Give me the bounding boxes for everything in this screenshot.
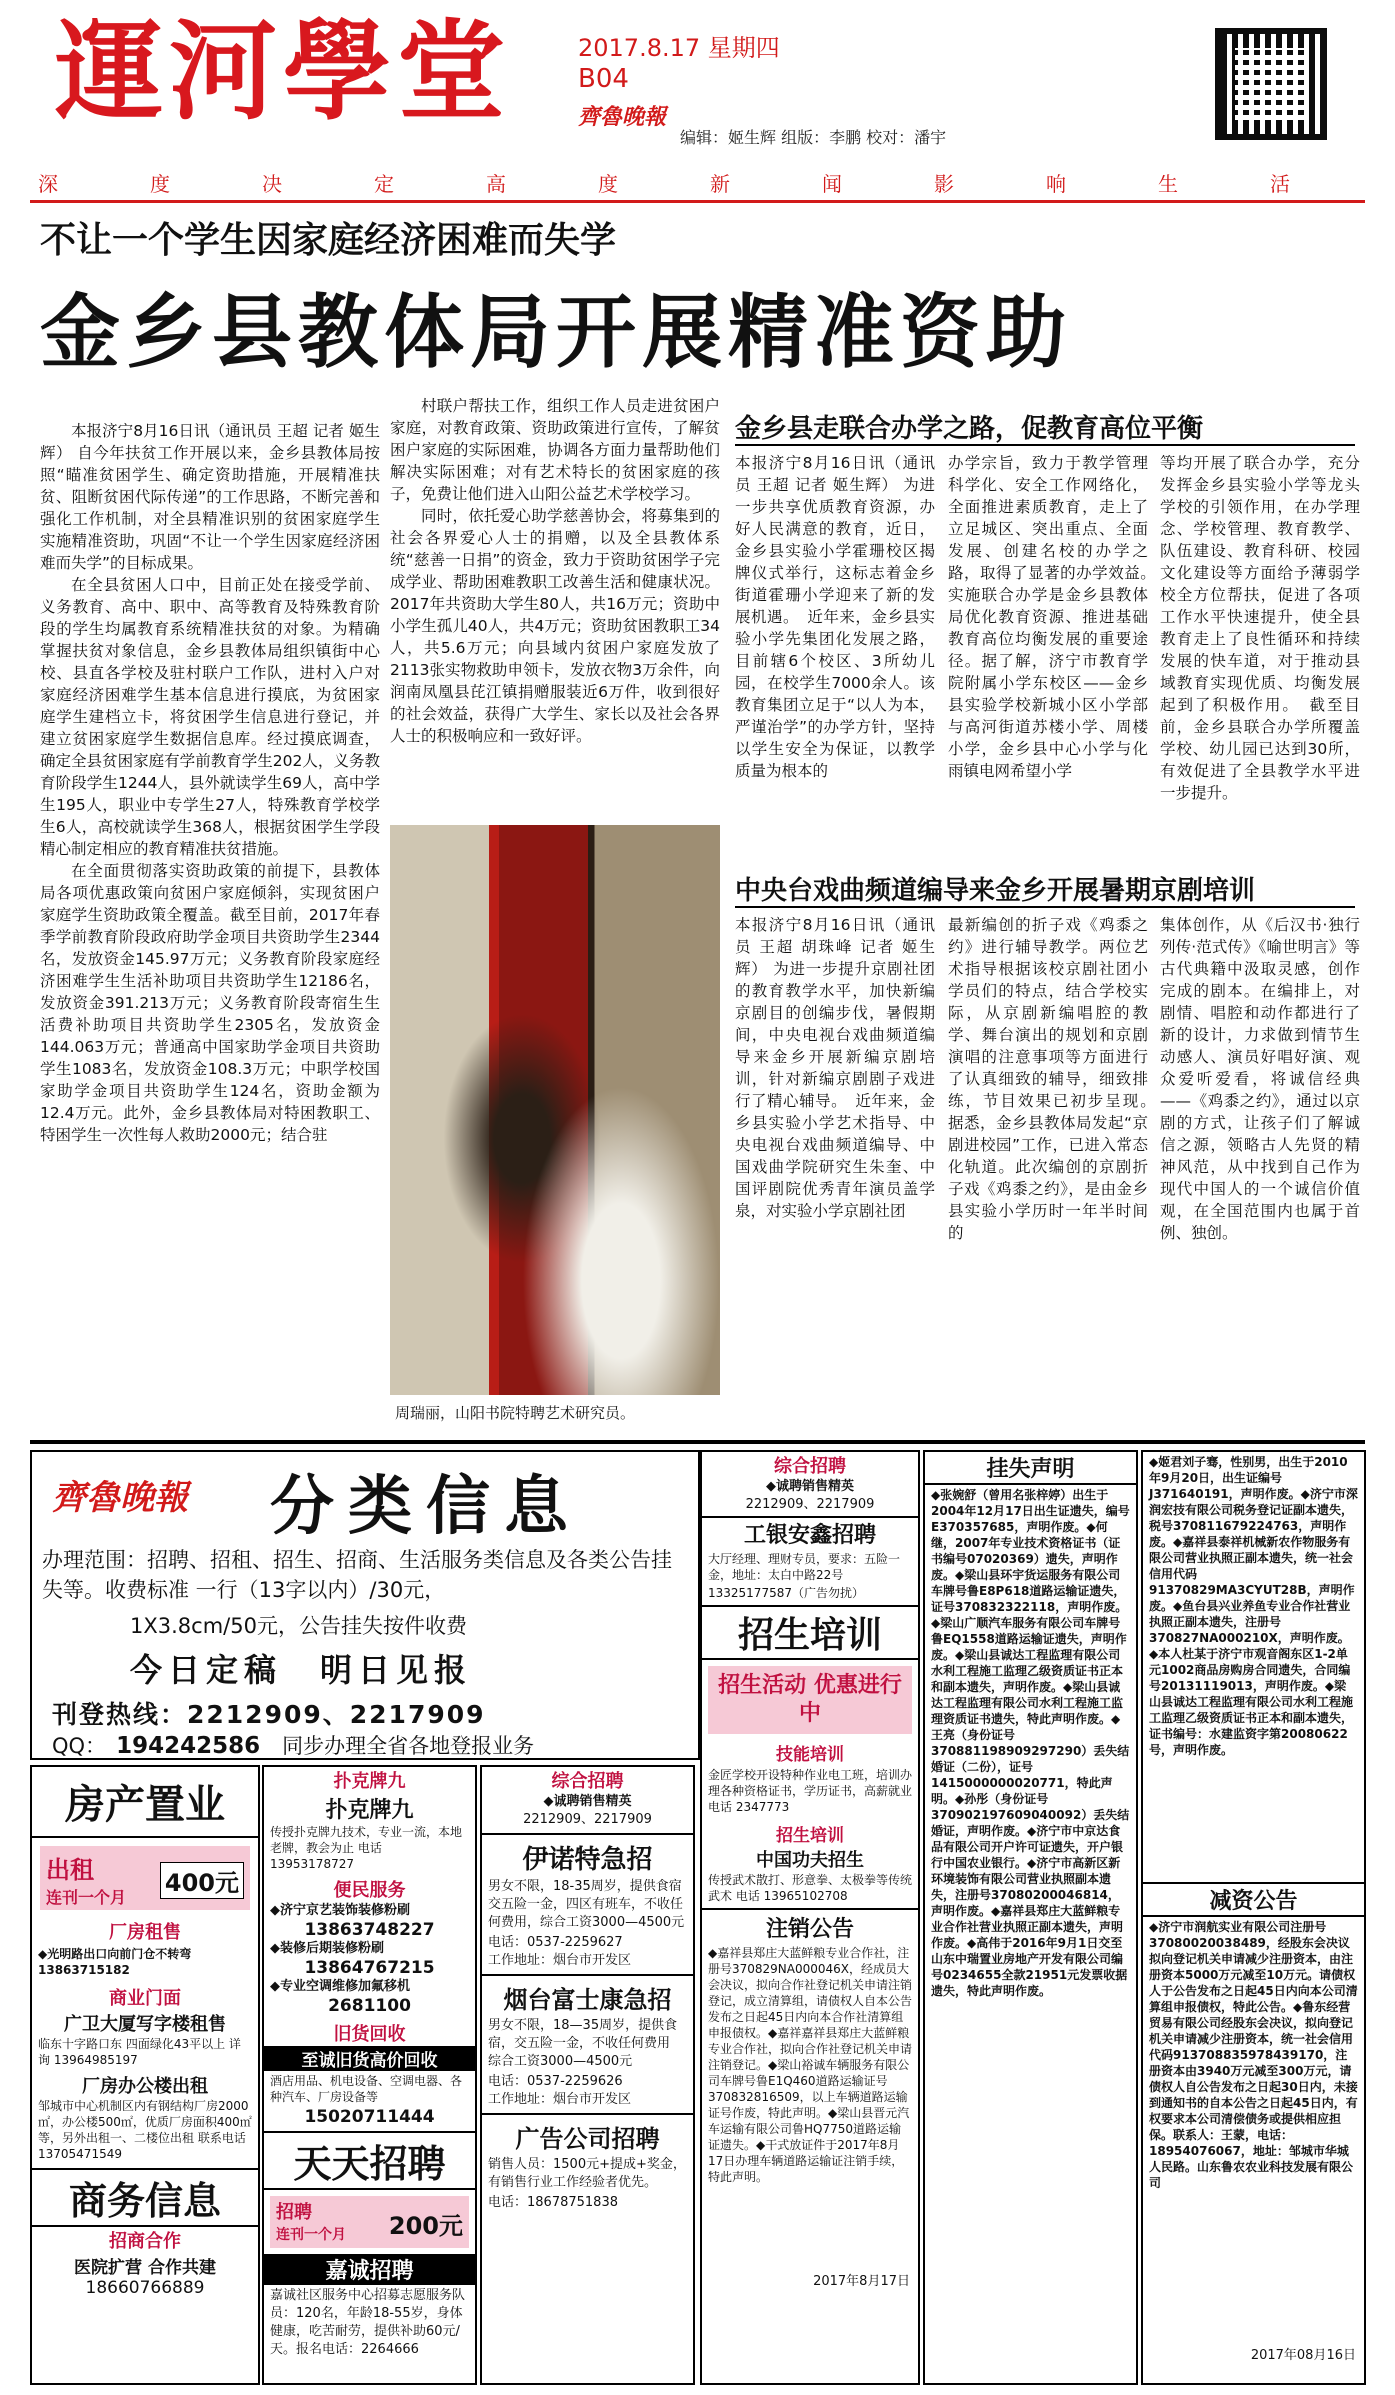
classified-title: 分类信息: [270, 1469, 582, 1544]
comp-sub: ◆诚聘销售精英: [543, 1794, 632, 1809]
yantai-addr: 工作地址：烟台市开发区: [488, 2092, 632, 2107]
edu-column: [700, 1450, 920, 2385]
classified-scope: 办理范围：招聘、招租、招生、招商、生活服务类信息及各类公告挂失等。收费标准 一行（13字以内）/30元，: [42, 1548, 672, 1602]
hire-price-label: 连刊一个月: [276, 2227, 346, 2243]
cancel-text: ◆嘉祥县郑庄大蓝鲜粮专业合作社，注册号370829NA000046X，经成员大会决议，拟向合作社登记机关申请注销登记，成立清算组，请债权人自本公告发布之日起45日内向本合作社清算组申报债权。◆嘉祥嘉祥县郑庄大蓝鲜粮专业合作社，拟向合作社登记机关申请注销登记。◆梁山裕诚车辆服务有限公司车牌号鲁E1Q460道路运输证号370832816509，以上车辆道路运输证号作废，特此声明。◆梁山县晋元汽车运输有限公司鲁HQ7750道路运输证遗失。◆干式放证件于2017年8月17日办理车辆道路运输证注销手续，特此声明。: [708, 1946, 913, 2184]
hire-amount: 200元: [388, 2212, 463, 2240]
service2-phone: 13864767215: [304, 1958, 435, 1978]
yantai-text: 男女不限，18—35周岁，提供食宿，交五险一金，不收任何费用 综合工资3000—4500元: [488, 2018, 678, 2069]
realestate-column: [30, 1765, 260, 2385]
realestate-title: 房产置业: [32, 1767, 258, 1838]
paragraph: 村联户帮扶工作，组织工作人员走进贫困户家庭，对教育政策、资助政策进行宣传，了解贫困户家庭的实际困难，协调各方面力量帮助他们解决实际困难；对有艺术特长的贫困家庭的孩子，免费让他们进入山阳公益艺术学校学习。: [390, 397, 720, 503]
tagline-char: 定: [374, 172, 408, 196]
classified-brand: 齊魯晚報: [52, 1478, 188, 1518]
qq-label: QQ：: [52, 1734, 107, 1758]
comp-title: 综合招聘: [551, 1771, 624, 1792]
hire-label: 招聘: [276, 2202, 312, 2223]
comp-phone: 2212909、2217909: [523, 1812, 652, 1827]
tagline-char: 高: [486, 172, 520, 196]
jiacheng-title: 嘉诚招聘: [264, 2254, 475, 2285]
merchant-text: 医院扩营 合作共建: [74, 2258, 216, 2278]
paragraph: 在全县贫困人口中，目前正处在接受学前、义务教育、高中、职中、高等教育及特殊教育阶段的学生均属教育系统精准扶贫的对象。为精确掌握扶贫对象信息，金乡县教体局组织镇街中心校、县直各学校及驻村联户工作队，进村入户对家庭经济困难学生基本信息进行摸底，为贫困家庭学生建档立卡，将贫困学生信息进行登记，并建立贫困家庭学生数据信息库。经过摸底调查，确定全县贫困家庭有学前教育学生202人，义务教育阶段学生1244人，县外就读学生69人，高中学生195人，职业中专学生27人，特殊教育学校学生6人，高校就读学生368人，根据贫困学生学段精心制定相应的教育精准扶贫措施。: [40, 576, 380, 858]
lead-column-1: [40, 420, 380, 1430]
paragraph: 本报济宁8月16日讯（通讯员 王超 记者 姬生辉） 自今年扶贫工作开展以来，金乡县教体局按照“瞄准贫困学生、确定资助措施，开展精准扶贫、阻断贫困代际传递”的工作思路，不断完善和强化工作机制，对全县精准识别的贫困家庭学生实施精准资助，巩固“不让一个学生因家庭经济困难而失学”的目标成果。: [40, 422, 380, 572]
tagline-char: 影: [934, 172, 968, 196]
tagline-char: 度: [150, 172, 184, 196]
yantai-title: 烟台富士康急招: [482, 1974, 693, 2015]
rent-label: 出租: [46, 1856, 94, 1884]
article-1-column: 等均开展了联合办学，充分发挥金乡县实验小学等龙头学校的引领作用，在办学理念、学校管理、教育教学、队伍建设、教育科研、校园文化建设等方面给予薄弱学校全方位帮扶，促进了各项工作水平快速提升，使全县教育走上了良性循环和持续发展的快车道，对于推动县域教育实现优质、均衡发展起到了积极作用。 截至目前，金乡县联合办学所覆盖学校、幼儿园已达到30所，有效促进了全县教学水平进一步提升。: [1160, 454, 1360, 802]
recycle-text: 酒店用品、机电设备、空调电器、各种汽车、厂房设备等: [270, 2074, 463, 2104]
lost-title: 挂失声明: [925, 1452, 1136, 1485]
reduce-title: 减资公告: [1143, 1882, 1364, 1917]
service1: ◆济宁京艺装饰装修粉刷: [270, 1903, 410, 1918]
masthead-logo: 運河學堂: [55, 9, 512, 135]
service2: ◆装修后期装修粉刷: [270, 1941, 384, 1956]
tagline-char: 度: [598, 172, 632, 196]
classified-slogan: 今日定稿 明日见报: [130, 1651, 473, 1689]
comp2-title: 综合招聘: [774, 1456, 846, 1477]
service3: ◆专业空调维修加氟移机: [270, 1979, 410, 1994]
ad-text: 销售人员：1500元+提成+奖金，有销售行业工作经验者优先。: [488, 2157, 686, 2190]
article-2-column: 最新编创的折子戏《鸡黍之约》进行辅导教学。两位艺术指导根据该校京剧社团小学员们的特点，结合学校实际，从京剧新编唱腔的教学、舞台演出的规划和京剧演唱的注意事项等方面进行了认真细致的辅导，细致排练，节目效果已初步呈现。 据悉，金乡县教体局发起“京剧进校园”工作，已进入常态化轨道。此次编创的京剧折子戏《鸡黍之约》，是由金乡县实验小学历时一年半时间的: [948, 916, 1164, 1242]
classified-hotline: 刊登热线：2212909、2217909: [52, 1700, 486, 1729]
factory-text: ◆光明路出口向前门仓不转弯 13863715182: [38, 1947, 192, 1977]
reduce-text: ◆济宁市润航实业有限公司注册号37080020038489，经股东会决议拟向登记机关申请减少注册资本，由注册资本5000万元减至10万元。请债权人于公告发布之日起45日内向本公司清算组申报债权，特此公告。◆鲁东经营贸易有限公司经股东会决议，拟向登记机关申请减少注册资本，统一社会信用代码913708835978439170，注册资本由3940万元减至300万元，请债权人自公告发布之日起30日内，未接到通知书的自本公告之日起45日内，有权要求本公司清偿债务或提供相应担保。联系人：王蒙，电话：18954076067，地址：邹城市华城人民路。山东鲁农农业科技发展有限公司: [1149, 1920, 1358, 2190]
article-1-title: 金乡县走联合办学之路，促教育高位平衡: [735, 414, 1204, 444]
poker-body: 扑克牌九: [325, 1798, 414, 1823]
lost2-text: ◆姬君刘子骞，性别男，出生于2010年9月20日，出生证编号J371640191，声明作废。◆济宁市深润宏技有限公司税务登记证副本遗失，税号370811679224763，声明作废。◆嘉祥县泰祥机械新农作物服务有限公司营业执照正副本遗失，统一社会信用代码91370829MA3CYUT28B，声明作废。◆鱼台县兴业养鱼专业合作社营业执照正副本遗失，注册号370827NA000210X，声明作废。◆本人杜某于济宁市观音阁东区1-2单元1002商品房购房合同遗失，合同编号20131119013，声明作废。◆梁山县诚达工程监理有限公司水利工程施工监理乙级资质证书正本和副本遗失，证书编号：水建监资字第20080622号，声明作废。: [1149, 1455, 1358, 1757]
daily-hire-title: 天天招聘: [264, 2131, 475, 2190]
factory-title: 厂房租售: [109, 1922, 181, 1943]
tagline: [0, 164, 1395, 198]
yino-addr: 工作地址：烟台市开发区: [488, 1953, 632, 1968]
service-title: 便民服务: [333, 1880, 406, 1901]
tagline-char: 生: [1158, 172, 1192, 196]
merchant-title: 招商合作: [109, 2231, 181, 2252]
recruit-column: [480, 1765, 695, 2385]
cancel-title: 注销公告: [702, 1908, 918, 1943]
skill-title: 技能培训: [776, 1745, 844, 1765]
kungfu-text: 传授武术散打、形意拳、太极拳等传统武术 电话 13965102708: [708, 1873, 913, 1903]
qr-code: [1215, 28, 1327, 140]
photo-caption: 周瑞丽，山阳书院特聘艺术研究员。: [395, 1404, 636, 1422]
lead-subhead: 不让一个学生因家庭经济困难而失学: [40, 220, 617, 261]
paper-name: 齊魯晚報: [578, 105, 667, 130]
edu-promo: 招生活动 优惠进行中: [708, 1666, 912, 1734]
artwork-photo: [390, 825, 720, 1395]
rent-price-label: 连刊一个月: [46, 1888, 127, 1907]
tagline-char: 响: [1046, 172, 1080, 196]
shop1-title: 广卫大厦写字楼租售: [64, 2014, 226, 2035]
yino-text: 男女不限，18-35周岁，提供食宿 交五险一金，四区有班车，不收任何费用，综合工资3000—4500元: [488, 1879, 685, 1930]
page-number: B04: [578, 64, 629, 94]
editor-credits: 编辑：姬生辉 组版：李鹏 校对：潘宇: [680, 128, 947, 147]
service1-phone: 13863748227: [304, 1920, 435, 1940]
recycle-title: 旧货回收: [333, 2024, 406, 2045]
icbc-text: 大厅经理、理财专员，要求：五险一金，地址：太白中路22号: [708, 1552, 901, 1582]
shop2-text: 邹城市中心机制区内有钢结构厂房2000㎡，办公楼500㎡，优质厂房面积400㎡等，另外出租一、二楼位出租 联系电话 13705471549: [38, 2099, 252, 2161]
qq-number: 194242586: [116, 1733, 261, 1759]
tagline-char: 决: [262, 172, 296, 196]
jiacheng-text: 嘉诚社区服务中心招募志愿服务队员：120名，年龄18-55岁，身体健康，吃苦耐劳，提供补助60元/天。报名电话：2264666: [270, 2288, 466, 2357]
divider: [735, 444, 1355, 446]
lead-headline: 金乡县教体局开展精准资助: [40, 286, 1072, 379]
lost-text: ◆张婉舒（曾用名张梓婷）出生于2004年12月17日出生证遗失，编号E370357685，声明作废。◆何继，2007年专业技术资格证书（证书编号07020369）遗失，声明作废。◆梁山县环宇货运服务有限公司车牌号鲁E8P618道路运输证遗失，证号370832322118，声明作废。◆梁山广顺汽车服务有限公司车牌号鲁EQ1558道路运输证遗失，声明作废。◆梁山县诚达工程监理有限公司水利工程施工监理乙级资质证书正本和副本遗失，声明作废。◆梁山县诚达工程监理有限公司水利工程施工监理资质证书遗失，特此声明作废。◆王亮（身份证号370881198909297290）丢失结婚证（二份），证号1415000000020771，特此声明。◆孙彤（身份证号370902197609040092）丢失结婚证，声明作废。◆济宁市中京达食品有限公司开户许可证遗失，开户银行中国农业银行。◆济宁市高新区新环境装饰有限公司营业执照副本遗失，注册号37080200046814，声明作废。◆嘉祥县郑庄大蓝鲜粮专业合作社营业执照正副本遗失，声明作废。◆高伟于2016年9月1日交至山东中瑞置业房地产开发有限公司编号0234655全款21951元发票收据遗失，特此声明作废。: [931, 1488, 1130, 1998]
tagline-char: 深: [38, 172, 72, 196]
article-1-column: 办学宗旨，致力于教学管理科学化、安全工作网络化，全面推进素质教育，走上了立足城区、突出重点、全面发展、创建名校的办学之路，取得了显著的办学效益。 实施联合办学是金乡县教体局优化教育资源、推进基础教育高位均衡发展的重要途径。据了解，济宁市教育学院附属小学东校区——金乡县实验学校新城小区小学部与高河街道苏楼小学、周楼小学，金乡县中心小学与化雨镇电网希望小学: [948, 454, 1164, 780]
comp2-sub: ◆诚聘销售精英: [766, 1479, 854, 1494]
merchant-phone: 18660766889: [85, 2278, 205, 2298]
recycle-phone: 15020711444: [304, 2107, 435, 2127]
ad-title: 广告公司招聘: [482, 2113, 693, 2154]
qq-note: 同步办理全省各地登报业务: [282, 1734, 535, 1758]
article-2-column: 集体创作，从《后汉书·独行列传·范式传》《喻世明言》等古代典籍中汲取灵感，创作完成的剧本。在编排上，对剧情、唱腔和动作都进行了新的设计，力求做到情节生动感人、演员好唱好演、观众爱听爱看，将诚信经典——《鸡黍之约》，通过以京剧的方式，让孩子们了解诚信之源，领略古人先贤的精神风范，从中找到自己作为现代中国人的一个诚信价值观，在全国范围内也属于首例、独创。: [1160, 916, 1360, 1242]
classified-price: 1X3.8cm/50元，公告挂失按件收费: [130, 1614, 467, 1638]
rent-promo: [40, 1846, 250, 1910]
lead-column-2: [390, 395, 720, 815]
poker-title: 扑克牌九: [333, 1771, 406, 1792]
biz-title: 商务信息: [32, 2168, 258, 2227]
rent-amount: 400元: [160, 1862, 244, 1899]
issue-date: 2017.8.17 星期四: [578, 34, 780, 62]
edu-title: 招生培训: [702, 1605, 918, 1660]
hire-promo: [270, 2196, 469, 2248]
article-2-column: 本报济宁8月16日讯（通讯员 王超 胡珠峰 记者 姬生辉） 为进一步提升京剧社团的教育教学水平，加快新编京剧目的创编步伐，暑假期间，中央电视台戏曲频道编导来金乡开展新编京剧培训，针对新编京剧剧子戏进行了精心辅导。 近年来，金乡县实验小学艺术指导、中央电视台戏曲频道编导、中国戏曲学院研究生朱奎、中国评剧院优秀青年演员盖学泉，对实验小学京剧社团: [735, 916, 935, 1220]
shop-title: 商业门面: [109, 1988, 181, 2009]
poker-text: 传授扑克牌九技术，专业一流，本地老牌，教会为止 电话 13953178727: [270, 1825, 463, 1871]
shop2-title: 厂房办公楼出租: [82, 2076, 208, 2097]
paragraph: 在全面贯彻落实资助政策的前提下，县教体局各项优惠政策向贫困户家庭倾斜，实现贫困户家庭学生资助政策全覆盖。截至目前，2017年春季学前教育阶段政府助学金项目共资助学生2344名，发放资金145.97万元；义务教育阶段家庭经济困难学生生活补助项目共资助学生12186名，发放资金391.213万元；义务教育阶段寄宿生生活费补助项目共资助学生2305名，发放资金144.063万元；普通高中国家助学金项目共资助学生1083名，发放资金108.3万元；中职学校国家助学金项目共资助学生124名，资助金额为12.4万元。此外，金乡县教体局对特困教职工、特困学生一次性每人救助2000元；结合驻: [40, 862, 380, 1144]
kungfu-title: 中国功夫招生: [756, 1850, 864, 1871]
skill-text: 金匠学校开设特种作业电工班，培训办理各种资格证书，学历证书，高薪就业 电话 2347773: [708, 1768, 913, 1814]
yino-title: 伊诺特急招: [482, 1833, 693, 1876]
paragraph: 同时，依托爱心助学慈善协会，将募集到的社会各界爱心人士的捐赠，以及全县教体系统“慈善一日捐”的资金，致力于资助贫困学子完成学业、帮助困难教职工改善生活和健康状况。2017年共资助大学生80人，共16万元；资助中小学生孤儿40人，共4万元；资助贫困教职工34人，共5.6万元；向县域内贫困户家庭发放了2113张实物救助申领卡，发放衣物3万余件，向润南凤凰县芘江镇捐赠服装近6万件，收到很好的社会效益，获得广大学生、家长以及社会各界人士的积极响应和一致好评。: [390, 507, 720, 745]
classified-qq: [52, 1730, 534, 1760]
yantai-phone: 电话：0537-2259626: [488, 2074, 623, 2089]
yino-phone: 电话：0537-2259627: [488, 1935, 623, 1950]
comp2-phone: 2212909、2217909: [745, 1497, 875, 1512]
icbc-title: 工银安鑫招聘: [702, 1516, 918, 1549]
edu2-title: 招生培训: [776, 1826, 844, 1846]
reduce-column: [1141, 1450, 1366, 2385]
tagline-rule: [30, 200, 1365, 203]
lost-column: [923, 1450, 1138, 2385]
tagline-char: 闻: [822, 172, 856, 196]
tagline-char: 活: [1270, 172, 1304, 196]
tagline-char: 新: [710, 172, 744, 196]
article-1-column: 本报济宁8月16日讯（通讯员 王超 记者 姬生辉） 为进一步共享优质教育资源，办好人民满意的教育，近日，金乡县实验小学霍珊校区揭牌仪式举行，这标志着金乡街道霍珊小学迎来了新的发展机遇。 近年来，金乡县实验小学先集团化发展之路，目前辖6个校区、3所幼儿园，在校学生7000余人。该教育集团立足于“以人为本，严谨治学”的办学方针，坚持以学生安全为保证，以教学质量为根本的: [735, 454, 935, 780]
reduce-date: 2017年08月16日: [1250, 2348, 1356, 2363]
services-column: [262, 1765, 477, 2385]
article-2-title: 中央台戏曲频道编导来金乡开展暑期京剧培训: [735, 876, 1256, 906]
ad-phone: 电话：18678751838: [488, 2195, 618, 2210]
service3-phone: 2681100: [328, 1996, 411, 2016]
cancel-date: 2017年8月17日: [813, 2274, 910, 2289]
icbc-phone: 13325177587（广告勿扰）: [708, 1586, 864, 1600]
divider: [735, 906, 1355, 908]
shop1-text: 临东十字路口东 四面绿化43平以上 详询 13964985197: [38, 2037, 241, 2067]
section-divider: [30, 1440, 1365, 1444]
recycle-head: 至诚旧货高价回收: [264, 2046, 475, 2071]
